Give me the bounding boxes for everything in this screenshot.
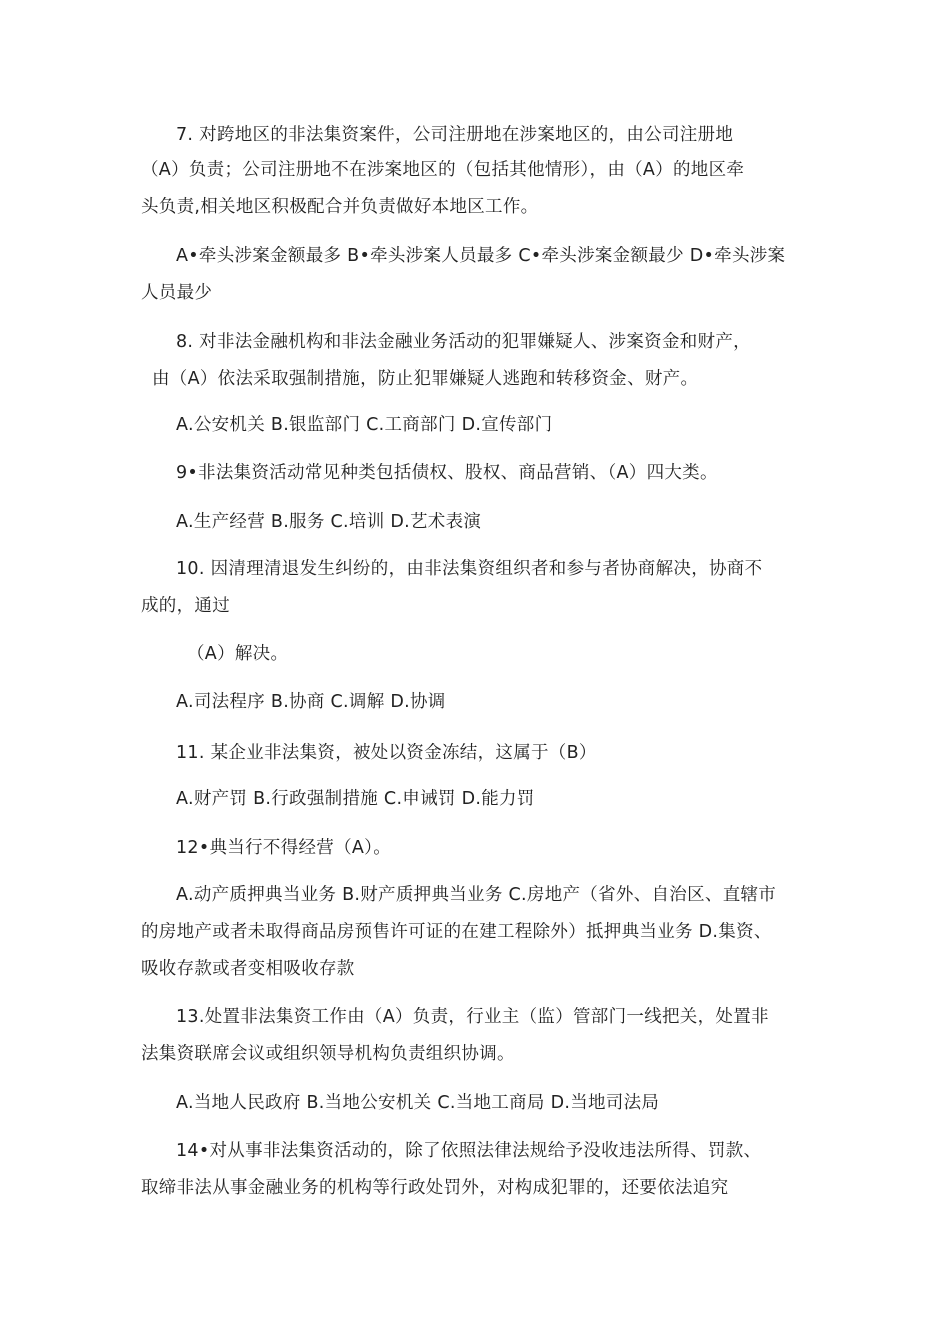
text-line: （A）负责；公司注册地不在涉案地区的（包括其他情形），由（A）的地区牵 [141,160,745,180]
text-line: 法集资联席会议或组织领导机构负责组织协调。 [141,1044,515,1064]
text-line: 14•对从事非法集资活动的，除了依照法律法规给予没收违法所得、罚款、 [176,1141,762,1161]
text-line: A.司法程序 B.协商 C.调解 D.协调 [176,692,446,712]
text-line: 12•典当行不得经营（A）。 [176,838,392,858]
text-line: 10. 因清理清退发生纠纷的，由非法集资组织者和参与者协商解决，协商不 [176,559,763,579]
text-line: 人员最少 [141,283,213,303]
text-line: 8. 对非法金融机构和非法金融业务活动的犯罪嫌疑人、涉案资金和财产， [176,332,751,352]
text-line: 13.处置非法集资工作由（A）负责，行业主（监）管部门一线把关，处置非 [176,1007,769,1027]
text-line: 的房地产或者未取得商品房预售许可证的在建工程除外）抵押典当业务 D.集资、 [141,922,772,942]
text-line: 吸收存款或者变相吸收存款 [141,959,355,979]
text-line: A.公安机关 B.银监部门 C.工商部门 D.宣传部门 [176,415,553,435]
text-line: A.动产质押典当业务 B.财产质押典当业务 C.房地产（省外、自治区、直辖市 [176,885,777,905]
text-line: A•牵头涉案金额最多 B•牵头涉案人员最多 C•牵头涉案金额最少 D•牵头涉案 [176,246,786,266]
text-line: 7. 对跨地区的非法集资案件，公司注册地在涉案地区的，由公司注册地 [176,125,734,145]
text-line: 由（A）依法采取强制措施，防止犯罪嫌疑人逃跑和转移资金、财产。 [152,369,699,389]
text-line: A.当地人民政府 B.当地公安机关 C.当地工商局 D.当地司法局 [176,1093,660,1113]
text-line: （A）解决。 [187,644,289,664]
text-line: 取缔非法从事金融业务的机构等行政处罚外，对构成犯罪的，还要依法追究 [141,1178,729,1198]
text-line: A.生产经营 B.服务 C.培训 D.艺术表演 [176,512,482,532]
text-line: 头负责,相关地区积极配合并负责做好本地区工作。 [141,197,539,217]
text-line: 成的，通过 [141,596,230,616]
text-line: 9•非法集资活动常见种类包括债权、股权、商品营销、（A）四大类。 [176,463,718,483]
text-line: 11. 某企业非法集资，被处以资金冻结，这属于（B） [176,743,597,763]
text-line: A.财产罚 B.行政强制措施 C.申诫罚 D.能力罚 [176,789,535,809]
